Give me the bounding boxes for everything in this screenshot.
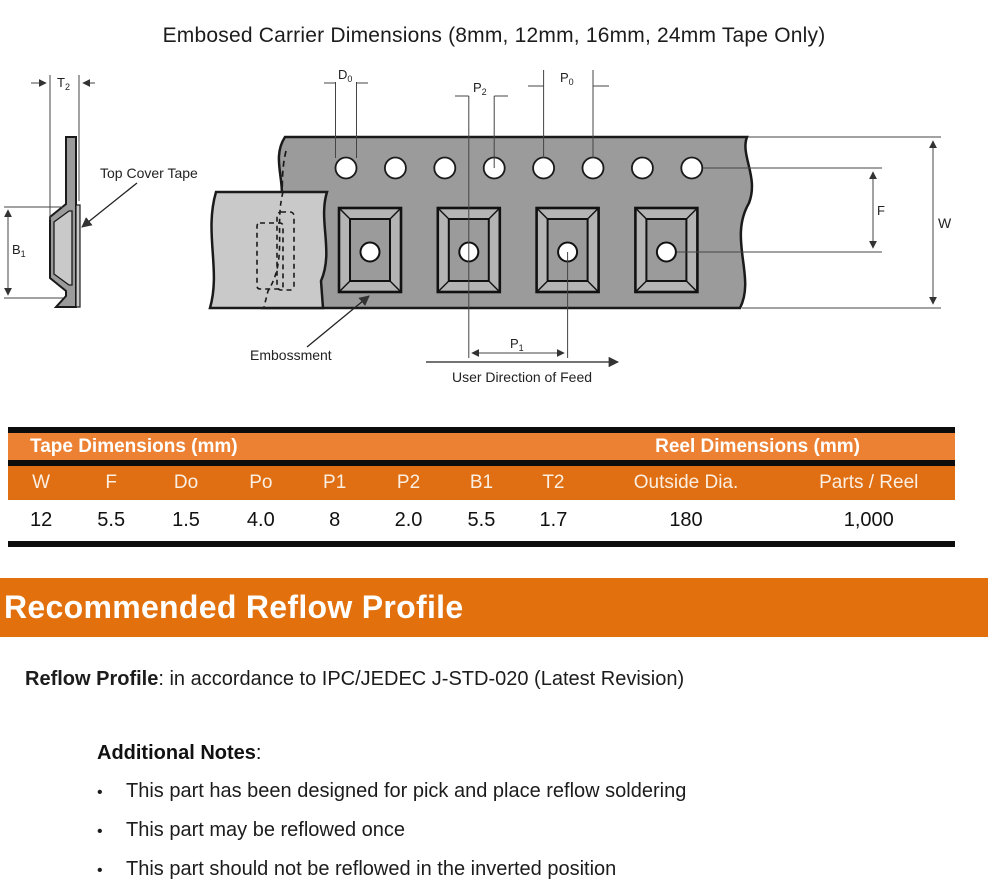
col-header-t2: T2 [542, 472, 565, 493]
bullet-icon: • [97, 862, 103, 879]
table-column-header-row [8, 466, 955, 500]
cell-do: 1.5 [172, 509, 200, 531]
col-header-po: Po [249, 472, 273, 493]
cell-w: 12 [30, 509, 53, 531]
page-title: Embosed Carrier Dimensions (8mm, 12mm, 16mm, 24mm Tape Only) [162, 24, 826, 47]
col-header-b1: B1 [469, 472, 494, 493]
additional-notes-heading-bold: Additional Notes [97, 742, 256, 764]
table-data-row [8, 500, 955, 541]
section-title: Recommended Reflow Profile [4, 589, 464, 625]
note-text: This part may be reflowed once [126, 819, 406, 841]
pocket [339, 208, 401, 292]
pocket [635, 208, 697, 292]
note-item [97, 819, 686, 843]
cover-tape-edge [76, 205, 80, 307]
p1-label: $P_1$ [510, 336, 524, 353]
top-cover-tape-label: Top Cover Tape [100, 165, 198, 181]
note-text: This part has been designed for pick and place reflow soldering [126, 780, 687, 802]
feed-direction-label: User Direction of Feed [451, 369, 593, 385]
col-header-w: W [32, 472, 51, 493]
note-text: This part should not be reflowed in the inverted position [126, 858, 617, 880]
table-group-header-row [8, 433, 955, 466]
f-label: F [877, 203, 885, 218]
sprocket-hole [632, 158, 653, 179]
col-header-outside-dia: Outside Dia. [633, 472, 739, 493]
additional-notes-heading [97, 742, 261, 765]
embossment-label: Embossment [250, 347, 332, 363]
section-banner [0, 578, 988, 637]
b1-label: $B_1$ [12, 242, 26, 259]
col-header-f: F [105, 472, 118, 493]
note-item [97, 858, 686, 882]
top-cover-tape-leader [82, 183, 137, 227]
bullet-icon: • [97, 823, 103, 840]
cell-parts-reel: 1,000 [843, 509, 894, 531]
w-dimension [742, 137, 941, 308]
col-header-p2: P2 [396, 472, 421, 493]
p2-label: $P_2$ [473, 80, 487, 97]
carrier-tape-top-view [210, 137, 752, 308]
w-label: W [938, 215, 952, 231]
cell-outside-dia: 180 [669, 509, 703, 531]
reflow-profile-text: : in accordance to IPC/JEDEC J-STD-020 (Latest Revision) [158, 668, 685, 690]
cell-f: 5.5 [97, 509, 126, 531]
cell-p2: 2.0 [394, 509, 423, 531]
bullet-icon: • [97, 784, 103, 801]
additional-notes-list [97, 780, 686, 882]
cell-t2: 1.7 [539, 509, 568, 531]
note-item [97, 780, 686, 804]
reflow-profile-label: Reflow Profile [25, 668, 159, 690]
cell-p1: 8 [329, 509, 341, 531]
sprocket-hole [681, 158, 702, 179]
additional-notes-colon: : [255, 742, 262, 764]
sprocket-hole [533, 158, 554, 179]
sprocket-hole [583, 158, 604, 179]
reel-dimensions-group-header: Reel Dimensions (mm) [655, 435, 860, 457]
sprocket-hole [385, 158, 406, 179]
col-header-p1: P1 [323, 472, 347, 493]
carrier-cross-section [4, 75, 198, 307]
dimensions-table [8, 427, 955, 547]
p0-label: $P_0$ [560, 70, 574, 87]
d0-label: $D_0$ [338, 67, 353, 84]
tape-dimensions-group-header: Tape Dimensions (mm) [30, 435, 238, 457]
cell-b1: 5.5 [467, 509, 496, 531]
sprocket-hole [336, 158, 357, 179]
cell-po: 4.0 [246, 509, 275, 531]
t2-label: $T_2$ [57, 75, 70, 92]
col-header-do: Do [173, 472, 199, 493]
reflow-profile-line [25, 668, 684, 691]
t2-dimension [31, 75, 95, 220]
pocket-cavity [54, 211, 72, 285]
carrier-tape-diagram [0, 55, 988, 400]
col-header-parts-reel: Parts / Reel [819, 472, 919, 493]
sprocket-hole [434, 158, 455, 179]
